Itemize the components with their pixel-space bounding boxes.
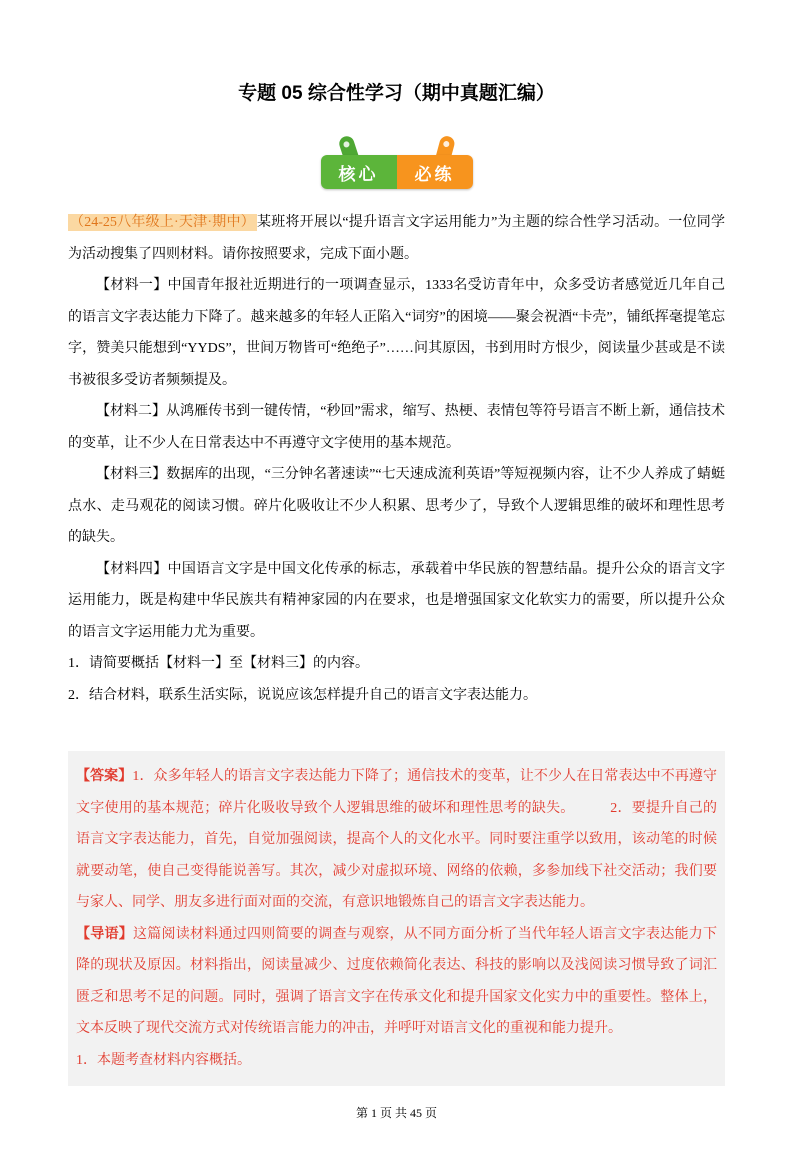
core-practice-badge — [321, 155, 473, 189]
answer-label: 【答案】 — [76, 769, 133, 784]
guide-text: 这篇阅读材料通过四则简要的调查与观察，从不同方面分析了当代年轻人语言文字表达能力下降的现状及原因。材料指出，阅读量减少、过度依赖简化表达、科技的影响以及浅阅读习惯导致了词汇匮乏和思考不足的问题。同时，强调了语言文字在传承文化和提升国家文化实力中的重要性。整体上，文本反映了现代交流方式对传统语言能力的冲击，并呼吁对语言文化的重视和能力提升。 — [76, 926, 717, 1036]
guide-label: 【导语】 — [76, 926, 133, 942]
badge-body — [321, 155, 473, 189]
question-item-2: 2．结合材料，联系生活实际，说说应该怎样提升自己的语言文字表达能力。 — [68, 687, 537, 703]
question-item-1: 1．请简要概括【材料一】至【材料三】的内容。 — [68, 656, 369, 671]
page-footer: 第 1 页 共 45 页 — [355, 1106, 437, 1120]
material-paragraph-2: 【材料二】从鸿雁传书到一键传情，“秒回”需求，缩写、热梗、表情包等符号语言不断上新，通信技术的变革，让不少人在日常表达中不再遵守文字使用的基本规范。 — [68, 404, 725, 451]
answer-block — [68, 751, 725, 1086]
material-paragraph-3: 【材料三】数据库的出现，“三分钟名著速读”“七天速成流利英语”等短视频内容，让不少人养成了蜻蜓点水、走马观花的阅读习惯。碎片化吸收让不少人积累、思考少了，导致个人逻辑思维的破坏和理性思考的缺失。 — [68, 467, 725, 545]
answer-text: 1．众多年轻人的语言文字表达能力下降了；通信技术的变革，让不少人在日常表达中不再遵守文字使用的基本规范；碎片化吸收导致个人逻辑思维的破坏和理性思考的缺失。 2．要提升自己的语言文字表达能力，首先，自觉加强阅读，提高个人的文化水平。同时要注重学以致用，该动笔的时候就要动笔，使自己变得能说善写。其次，减少对虚拟环境、网络的依赖，多参加线下社交活动；我们要与家人、同学、朋友多进行面对面的交流，有意识地锻炼自己的语言文字表达能力。 — [76, 769, 718, 910]
material-paragraph-4: 【材料四】中国语言文字是中国文化传承的标志，承载着中华民族的智慧结晶。提升公众的语言文字运用能力，既是构建中华民族共有精神家园的内在要求，也是增强国家文化软实力的需要，所以提升公众的语言文字运用能力尤为重要。 — [68, 561, 725, 640]
badge-practice-label: 必练 — [397, 155, 473, 189]
material-paragraph-1: 【材料一】中国青年报社近期进行的一项调查显示，1333名受访青年中，众多受访者感觉近几年自己的语言文字表达能力下降了。越来越多的年轻人正陷入“词穷”的困境——聚会祝酒“卡壳”，铺纸挥毫提笔忘字，赞美只能想到“YYDS”，世间万物皆可“绝绝子”……问其原因，书到用时方恨少，阅读量少甚或是不读书被很多受访者频频提及。 — [68, 278, 725, 388]
page-title: 专题 05 综合性学习（期中真题汇编） — [238, 83, 555, 104]
intro-paragraph — [68, 207, 725, 270]
answer-note: 1．本题考查材料内容概括。 — [76, 1052, 251, 1068]
intro-text: 某班将开展以“提升语言文字运用能力”为主题的综合性学习活动。一位同学为活动搜集了四则材料。请你按照要求，完成下面小题。 — [68, 215, 725, 262]
badge-core-label: 核心 — [321, 155, 397, 189]
guide-paragraph — [76, 919, 717, 1045]
source-tag: （24-25八年级上·天津·期中） — [70, 215, 255, 230]
answer-paragraph — [76, 761, 717, 919]
exercise-content — [68, 207, 725, 1086]
